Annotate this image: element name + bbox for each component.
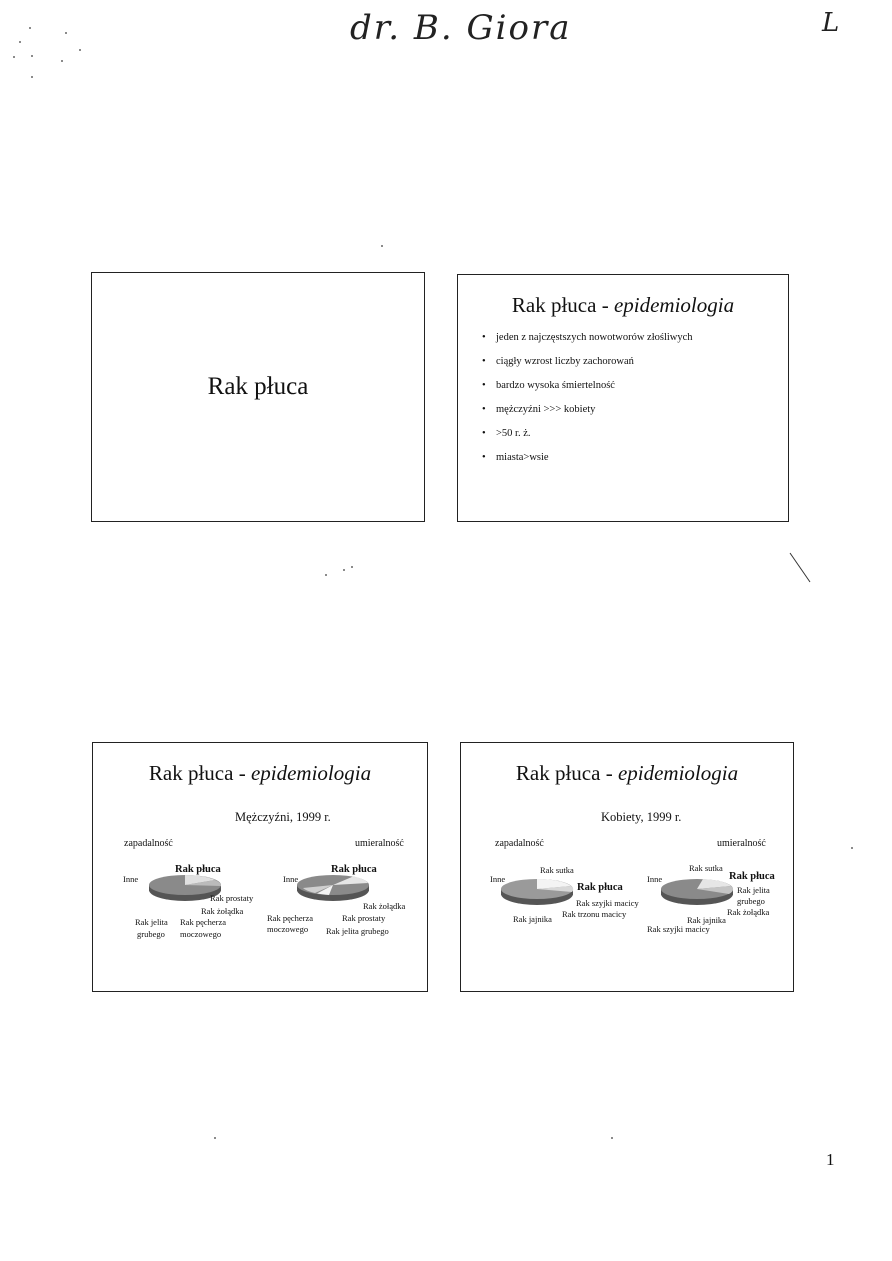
pie-chart-women-mortality xyxy=(657,875,737,915)
slide-3 xyxy=(92,742,428,992)
slide-4 xyxy=(460,742,794,992)
pie-label-rak-jelita: Rak jelita xyxy=(135,917,168,927)
pie-label-rak-jajnika: Rak jajnika xyxy=(513,914,552,924)
pie-label-rak-trzonu-macicy: Rak trzonu macicy xyxy=(562,909,627,919)
slide-2 xyxy=(457,274,789,522)
pie-label-rak-pecherza: Rak pęcherza xyxy=(267,913,314,923)
pie-label-rak-pluca: Rak płuca xyxy=(577,882,623,893)
slide-1 xyxy=(91,272,425,522)
pie-chart-men-incidence xyxy=(145,871,225,911)
pie-label-rak-szyjki-macicy: Rak szyjki macicy xyxy=(576,898,639,908)
pie-label-inne: Inne xyxy=(123,874,139,884)
pie-label-rak-pluca: Rak płuca xyxy=(331,864,377,875)
slide-2-bullet-list xyxy=(482,331,693,475)
mortality-label: umieralność xyxy=(355,838,404,849)
pie-chart-men-mortality xyxy=(293,871,373,911)
pie-label-rak-sutka: Rak sutka xyxy=(540,865,574,875)
pie-label-rak-szyjki-macicy: Rak szyjki macicy xyxy=(647,924,710,934)
pie-label-rak-sutka: Rak sutka xyxy=(689,863,723,873)
pie-label-rak-pluca: Rak płuca xyxy=(729,871,775,882)
pie-label-grubego: grubego xyxy=(137,929,165,939)
incidence-label: zapadalność xyxy=(124,838,173,849)
pie-label-inne: Inne xyxy=(283,874,299,884)
pie-label-rak-pecherza: Rak pęcherza xyxy=(180,917,227,927)
slide-3-title: Rak płuca - epidemiologia xyxy=(148,761,372,785)
pie-label-grubego: grubego xyxy=(737,896,765,906)
list-item: • ciągły wzrost liczby zachorowań xyxy=(482,355,693,379)
pie-label-rak-pluca: Rak płuca xyxy=(175,864,221,875)
slide-4-subtitle: Kobiety, 1999 r. xyxy=(601,810,682,824)
slide-4-title: Rak płuca - epidemiologia xyxy=(515,761,739,785)
list-item: • mężczyźni >>> kobiety xyxy=(482,403,693,427)
pie-label-rak-jelita: Rak jelita xyxy=(737,885,770,895)
list-item: • >50 r. ż. xyxy=(482,427,693,451)
pie-label-rak-zoladka: Rak żołądka xyxy=(363,901,406,911)
pie-label-inne: Inne xyxy=(647,874,663,884)
list-item: • miasta>wsie xyxy=(482,451,693,475)
list-item: • bardzo wysoka śmiertelność xyxy=(482,379,693,403)
page-number: 1 xyxy=(826,1150,835,1169)
pie-label-rak-jajnika: Rak jajnika xyxy=(687,915,726,925)
mortality-label: umieralność xyxy=(717,838,766,849)
pie-label-moczowego: moczowego xyxy=(180,929,222,939)
incidence-label: zapadalność xyxy=(495,838,544,849)
pie-label-inne: Inne xyxy=(490,874,506,884)
slide-1-title: Rak płuca xyxy=(207,373,309,400)
slide-2-title: Rak płuca - epidemiologia xyxy=(511,293,735,317)
pie-label-rak-zoladka: Rak żołądka xyxy=(727,907,770,917)
pie-label-rak-prostaty: Rak prostaty xyxy=(342,913,386,923)
handwritten-signature: dr. B. Giora xyxy=(350,8,572,48)
pie-label-rak-prostaty: Rak prostaty xyxy=(210,893,254,903)
pie-label-rak-zoladka: Rak żołądka xyxy=(201,906,244,916)
pie-label-rak-jelita-grubego: Rak jelita grubego xyxy=(326,926,389,936)
list-item: • jeden z najczęstszych nowotworów złośliwych xyxy=(482,331,693,355)
slide-3-subtitle: Mężczyźni, 1999 r. xyxy=(235,810,331,824)
handwritten-mark: L xyxy=(822,8,840,38)
pie-label-moczowego: moczowego xyxy=(267,924,309,934)
